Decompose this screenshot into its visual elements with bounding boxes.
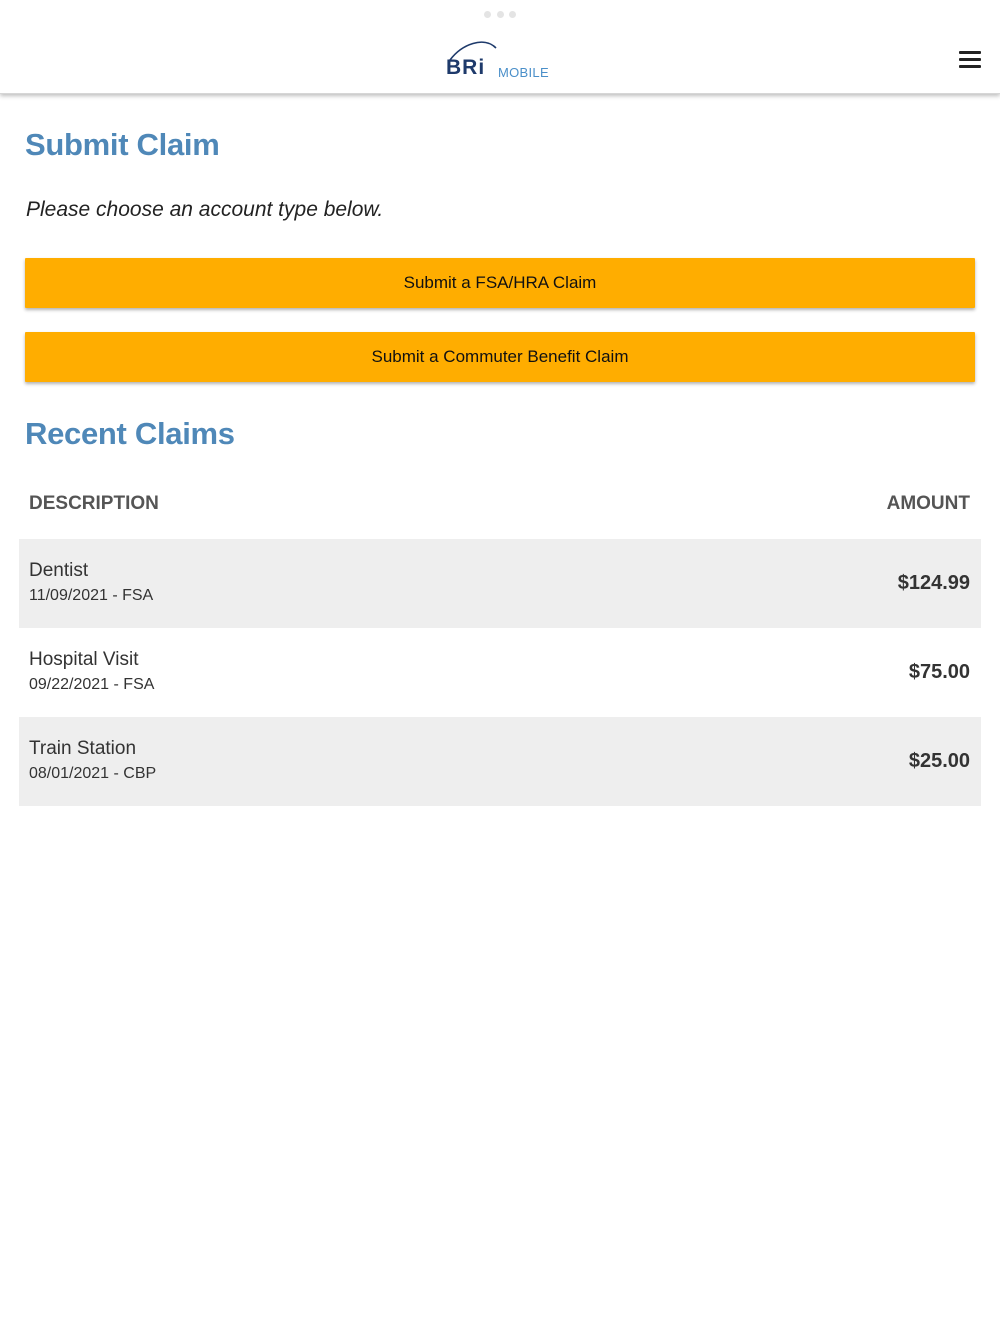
account-type-prompt: Please choose an account type below. [26, 198, 384, 221]
drag-handle-icon[interactable] [484, 11, 516, 19]
claim-amount: $25.00 [908, 750, 970, 772]
claim-amount: $124.99 [897, 572, 970, 594]
claim-date-account: 08/01/2021 - CBP [29, 765, 157, 782]
claim-row[interactable] [19, 628, 981, 717]
logo-suffix-text: MOBILE [498, 65, 549, 80]
logo-brand-text: BRi [446, 56, 486, 79]
submit-fsa-hra-claim-button[interactable]: Submit a FSA/HRA Claim [25, 258, 975, 308]
claim-description: Hospital Visit [29, 649, 139, 670]
claims-table-header [19, 488, 981, 524]
hamburger-menu-icon[interactable] [956, 48, 984, 70]
claim-row[interactable] [19, 717, 981, 806]
submit-commuter-benefit-claim-button[interactable]: Submit a Commuter Benefit Claim [25, 332, 975, 382]
recent-claims-title: Recent Claims [25, 416, 235, 451]
claim-date-account: 11/09/2021 - FSA [29, 587, 154, 604]
claim-amount: $75.00 [908, 661, 970, 683]
submit-claim-title: Submit Claim [25, 127, 220, 162]
claim-description: Dentist [29, 560, 89, 581]
claim-date-account: 09/22/2021 - FSA [29, 676, 155, 693]
bri-mobile-logo [446, 38, 556, 82]
claim-row[interactable] [19, 539, 981, 628]
claims-list [19, 539, 981, 806]
column-header-description: DESCRIPTION [29, 493, 159, 514]
app-header [0, 0, 1000, 94]
claim-description: Train Station [29, 738, 137, 759]
column-header-amount: AMOUNT [886, 493, 970, 514]
